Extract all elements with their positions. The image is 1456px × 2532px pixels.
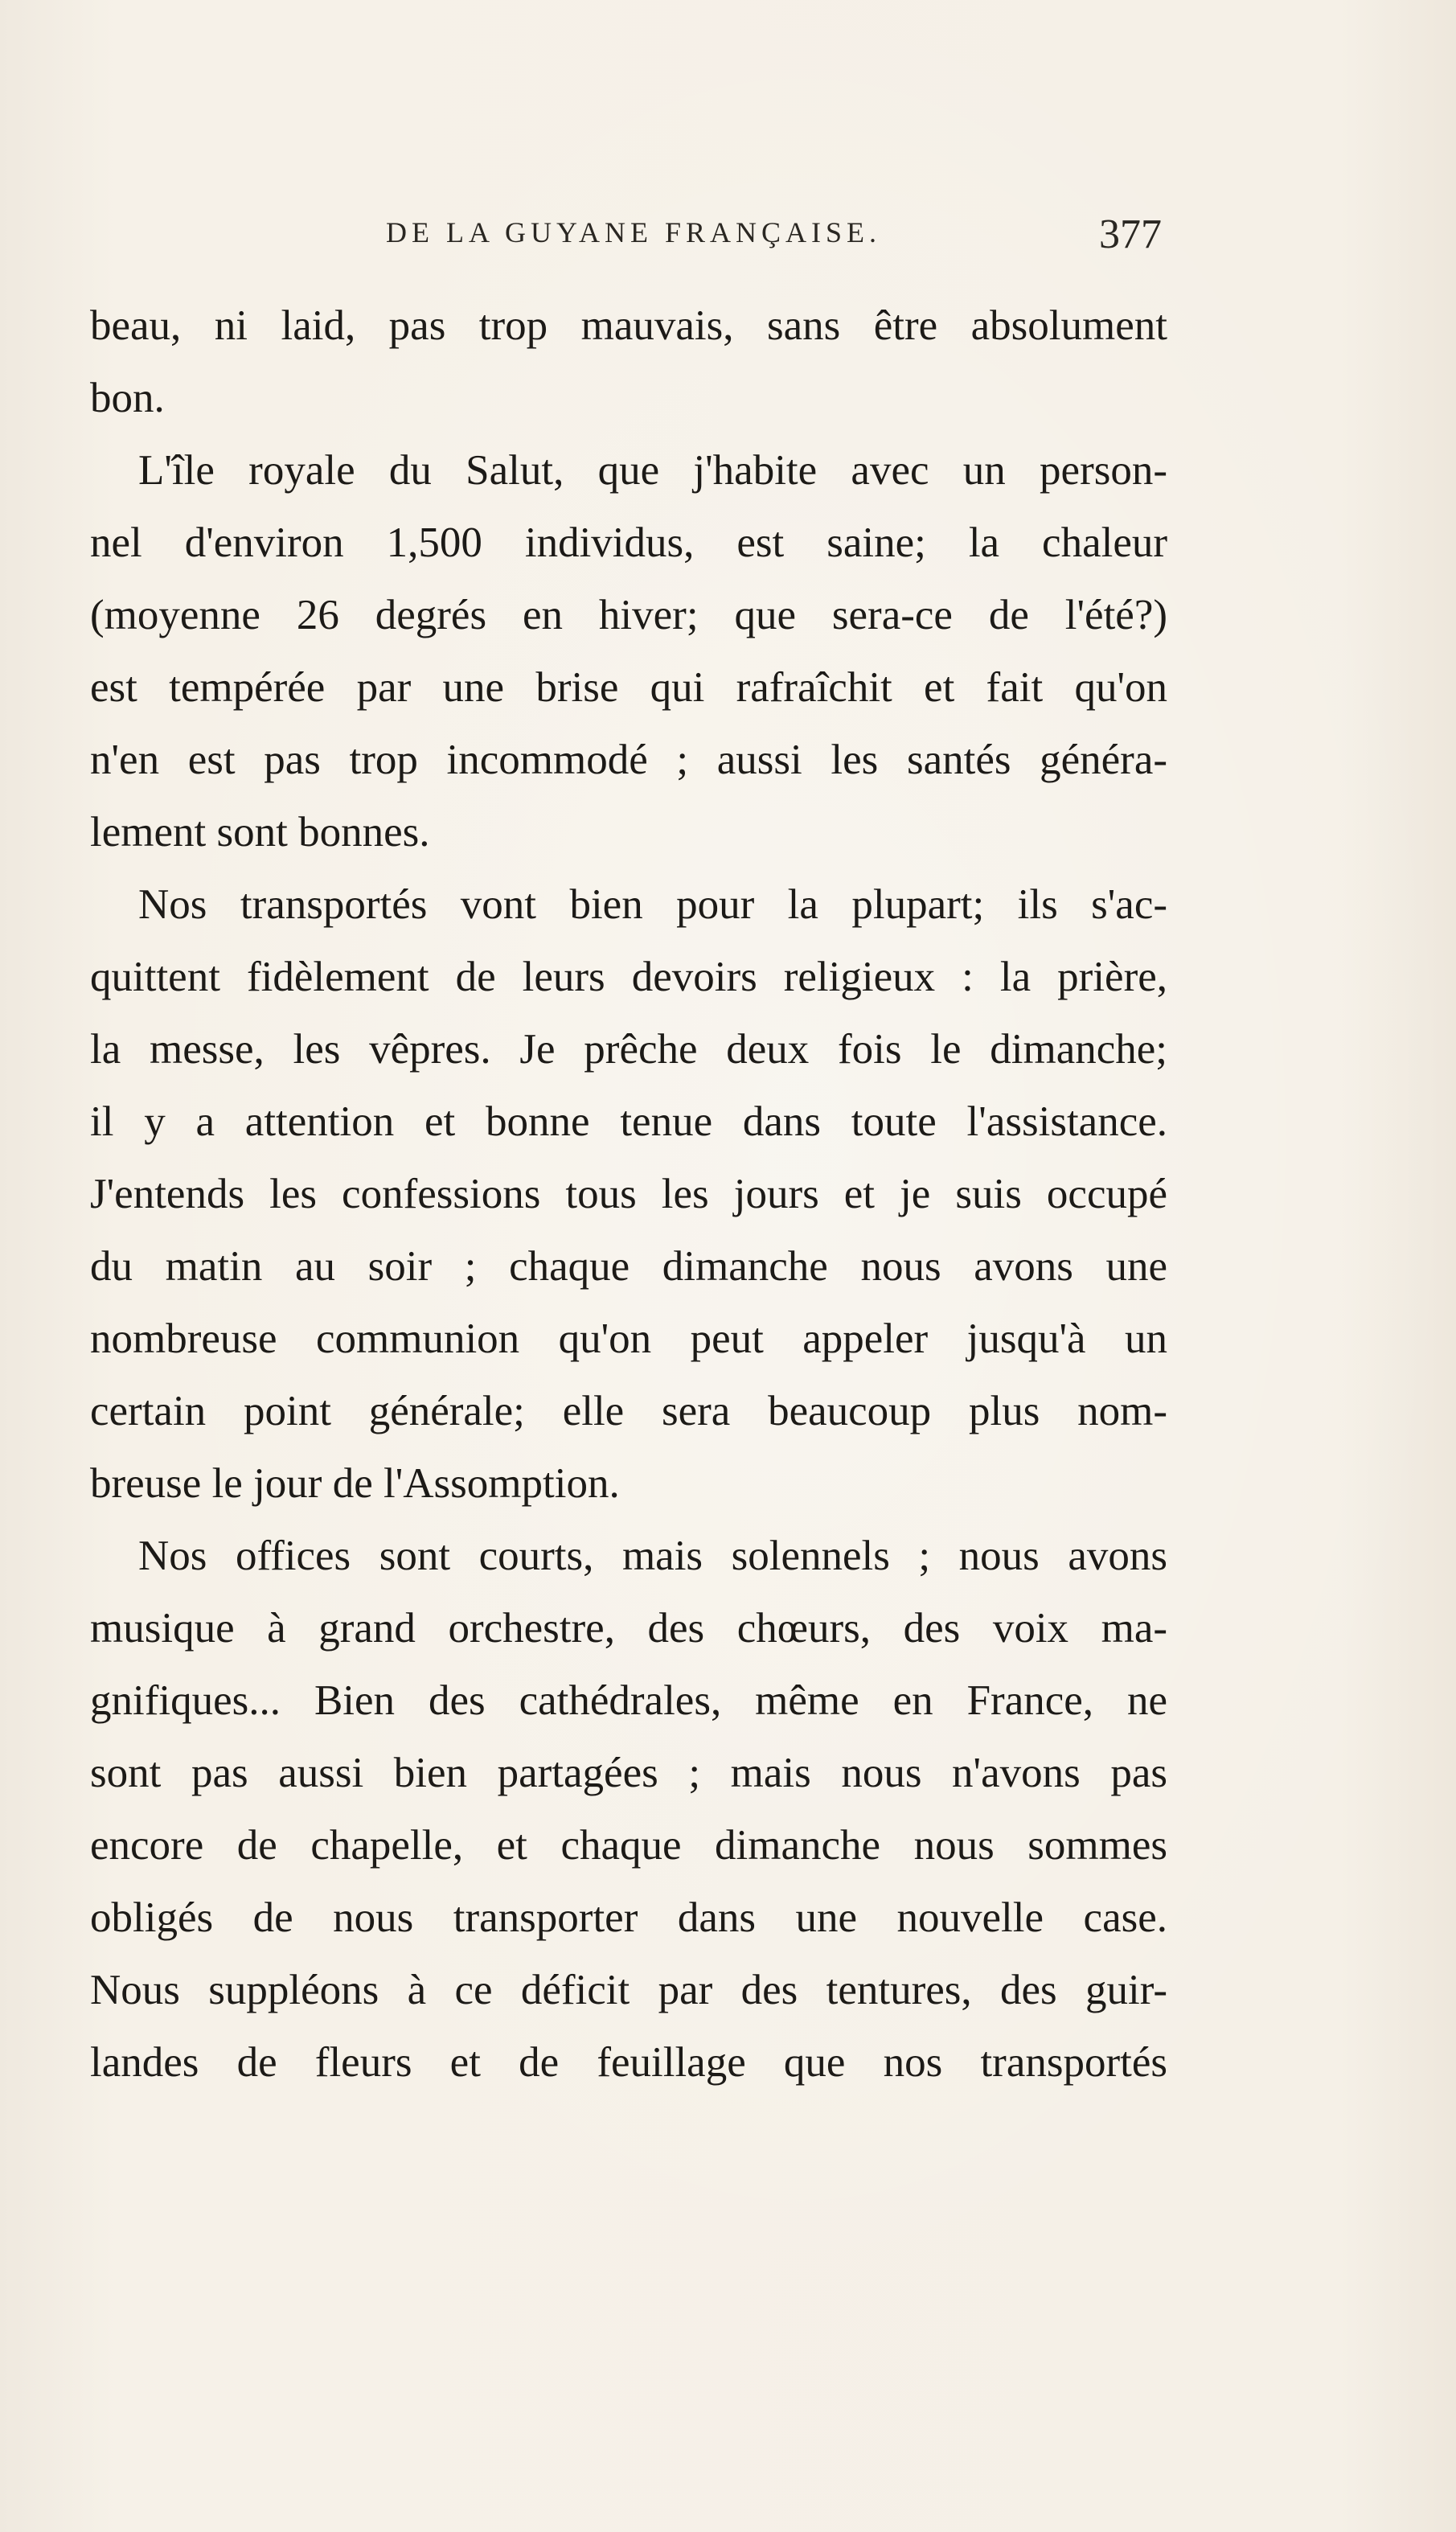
text-line: (moyenne 26 degrés en hiver; que sera-ce de l'été?) [90, 592, 1167, 638]
text-line: Nos transportés vont bien pour la plupart; ils s'ac- [138, 881, 1167, 928]
text-line: L'île royale du Salut, que j'habite avec un person- [138, 447, 1167, 494]
text-line: gnifiques... Bien des cathédrales, même en France, ne [90, 1677, 1167, 1724]
text-line: certain point générale; elle sera beaucoup plus nom- [90, 1388, 1167, 1434]
text-line: obligés de nous transporter dans une nouvelle case. [90, 1894, 1167, 1941]
text-line: quittent fidèlement de leurs devoirs religieux : la prière, [90, 954, 1167, 1000]
text-line: J'entends les confessions tous les jours et je suis occupé [90, 1171, 1167, 1217]
text-line: landes de fleurs et de feuillage que nos transportés [90, 2039, 1167, 2086]
page-header [386, 211, 1190, 272]
text-line: bon. [90, 375, 165, 421]
text-line: encore de chapelle, et chaque dimanche nous sommes [90, 1822, 1167, 1869]
text-line: Nous suppléons à ce déficit par des tentures, des guir- [90, 1967, 1167, 2013]
text-line: du matin au soir ; chaque dimanche nous avons une [90, 1243, 1167, 1290]
text-line: il y a attention et bonne tenue dans toute l'assistance. [90, 1098, 1167, 1145]
body-text [90, 289, 1167, 2099]
text-line: la messe, les vêpres. Je prêche deux fois le dimanche; [90, 1026, 1167, 1073]
text-line: est tempérée par une brise qui rafraîchit et fait qu'on [90, 664, 1167, 711]
text-line: n'en est pas trop incommodé ; aussi les santés généra- [90, 737, 1167, 783]
text-line: lement sont bonnes. [90, 809, 430, 856]
text-line: breuse le jour de l'Assomption. [90, 1460, 620, 1507]
text-line: nel d'environ 1,500 individus, est saine; la chaleur [90, 519, 1167, 566]
running-title: DE LA GUYANE FRANÇAISE. [386, 216, 882, 248]
page-number: 377 [1099, 211, 1162, 257]
text-line: nombreuse communion qu'on peut appeler jusqu'à un [90, 1315, 1167, 1362]
text-line: Nos offices sont courts, mais solennels ; nous avons [138, 1533, 1167, 1579]
text-line: musique à grand orchestre, des chœurs, des voix ma- [90, 1605, 1167, 1652]
text-line: sont pas aussi bien partagées ; mais nous n'avons pas [90, 1750, 1167, 1796]
text-line: beau, ni laid, pas trop mauvais, sans être absolument [90, 302, 1167, 349]
